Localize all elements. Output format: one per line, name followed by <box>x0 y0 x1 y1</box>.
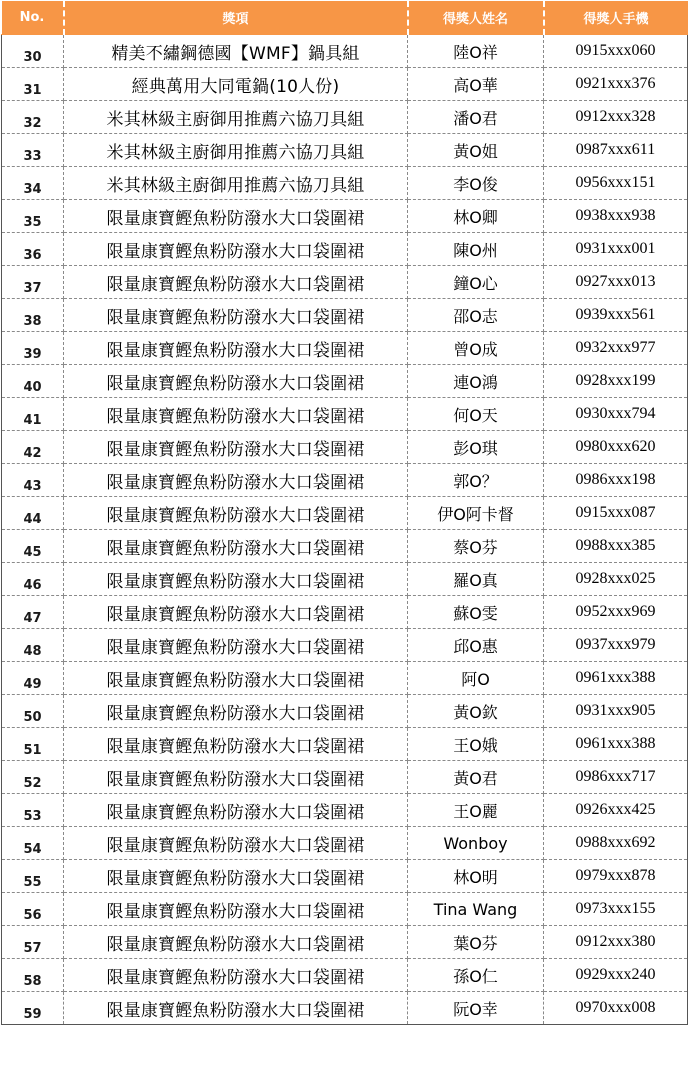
table-row <box>2 299 688 332</box>
table-row <box>2 431 688 464</box>
winner-phone: 0980xxx620 <box>544 431 688 464</box>
winner-name: 林O明 <box>408 860 544 893</box>
table-row <box>2 959 688 992</box>
winner-name: 陸O祥 <box>408 35 544 68</box>
table-row <box>2 662 688 695</box>
table-row <box>2 761 688 794</box>
table-header <box>2 1 688 35</box>
winner-phone: 0938xxx938 <box>544 200 688 233</box>
winner-phone: 0952xxx969 <box>544 596 688 629</box>
prize-name: 限量康寶鰹魚粉防潑水大口袋圍裙 <box>64 233 408 266</box>
winner-name: Tina Wang <box>408 893 544 926</box>
prize-name: 限量康寶鰹魚粉防潑水大口袋圍裙 <box>64 365 408 398</box>
table-row <box>2 860 688 893</box>
winner-phone: 0961xxx388 <box>544 728 688 761</box>
prize-name: 限量康寶鰹魚粉防潑水大口袋圍裙 <box>64 299 408 332</box>
winner-name: 陳O州 <box>408 233 544 266</box>
prize-name: 限量康寶鰹魚粉防潑水大口袋圍裙 <box>64 497 408 530</box>
header-winner-phone: 得獎人手機 <box>544 1 688 35</box>
winner-name: 郭O？ <box>408 464 544 497</box>
winner-name: 阿O <box>408 662 544 695</box>
winner-phone: 0970xxx008 <box>544 992 688 1025</box>
row-number: 42 <box>2 431 64 464</box>
row-number: 34 <box>2 167 64 200</box>
row-number: 35 <box>2 200 64 233</box>
table-row <box>2 332 688 365</box>
winner-name: 連O鴻 <box>408 365 544 398</box>
row-number: 51 <box>2 728 64 761</box>
row-number: 31 <box>2 68 64 101</box>
prize-name: 限量康寶鰹魚粉防潑水大口袋圍裙 <box>64 629 408 662</box>
winner-name: 高O華 <box>408 68 544 101</box>
winner-phone: 0988xxx692 <box>544 827 688 860</box>
row-number: 39 <box>2 332 64 365</box>
prize-name: 限量康寶鰹魚粉防潑水大口袋圍裙 <box>64 794 408 827</box>
row-number: 52 <box>2 761 64 794</box>
winner-name: 蘇O雯 <box>408 596 544 629</box>
row-number: 44 <box>2 497 64 530</box>
table-row <box>2 629 688 662</box>
table-row <box>2 167 688 200</box>
row-number: 38 <box>2 299 64 332</box>
winner-name: 林O卿 <box>408 200 544 233</box>
prize-name: 限量康寶鰹魚粉防潑水大口袋圍裙 <box>64 695 408 728</box>
winner-name: 伊O阿卡督 <box>408 497 544 530</box>
winner-phone: 0927xxx013 <box>544 266 688 299</box>
table-row <box>2 794 688 827</box>
table-row <box>2 398 688 431</box>
prize-name: 限量康寶鰹魚粉防潑水大口袋圍裙 <box>64 893 408 926</box>
prize-name: 限量康寶鰹魚粉防潑水大口袋圍裙 <box>64 200 408 233</box>
winner-name: 王O娥 <box>408 728 544 761</box>
table-body <box>2 35 688 1025</box>
row-number: 36 <box>2 233 64 266</box>
winner-name: 孫O仁 <box>408 959 544 992</box>
winner-name: 黃O君 <box>408 761 544 794</box>
table-row <box>2 596 688 629</box>
table-row <box>2 134 688 167</box>
winner-phone: 0930xxx794 <box>544 398 688 431</box>
winner-phone: 0912xxx380 <box>544 926 688 959</box>
winner-name: 鐘O心 <box>408 266 544 299</box>
row-number: 47 <box>2 596 64 629</box>
prize-name: 限量康寶鰹魚粉防潑水大口袋圍裙 <box>64 332 408 365</box>
winner-name: 何O天 <box>408 398 544 431</box>
row-number: 41 <box>2 398 64 431</box>
row-number: 55 <box>2 860 64 893</box>
prize-name: 限量康寶鰹魚粉防潑水大口袋圍裙 <box>64 728 408 761</box>
prize-name: 限量康寶鰹魚粉防潑水大口袋圍裙 <box>64 530 408 563</box>
row-number: 45 <box>2 530 64 563</box>
table-row <box>2 893 688 926</box>
winner-phone: 0973xxx155 <box>544 893 688 926</box>
winner-name: 葉O芬 <box>408 926 544 959</box>
row-number: 46 <box>2 563 64 596</box>
prize-name: 限量康寶鰹魚粉防潑水大口袋圍裙 <box>64 596 408 629</box>
table-row <box>2 530 688 563</box>
prize-name: 經典萬用大同電鍋(10人份) <box>64 68 408 101</box>
table-row <box>2 827 688 860</box>
prize-name: 限量康寶鰹魚粉防潑水大口袋圍裙 <box>64 761 408 794</box>
prize-name: 米其林級主廚御用推薦六協刀具組 <box>64 167 408 200</box>
winner-name: 邵O志 <box>408 299 544 332</box>
header-winner-name: 得獎人姓名 <box>408 1 544 35</box>
winner-phone: 0926xxx425 <box>544 794 688 827</box>
prize-name: 限量康寶鰹魚粉防潑水大口袋圍裙 <box>64 827 408 860</box>
row-number: 40 <box>2 365 64 398</box>
prize-name: 精美不繡鋼德國【WMF】鍋具組 <box>64 35 408 68</box>
prize-name: 限量康寶鰹魚粉防潑水大口袋圍裙 <box>64 959 408 992</box>
table-row <box>2 728 688 761</box>
winner-phone: 0937xxx979 <box>544 629 688 662</box>
row-number: 56 <box>2 893 64 926</box>
table-row <box>2 233 688 266</box>
winner-phone: 0986xxx198 <box>544 464 688 497</box>
winner-phone: 0931xxx905 <box>544 695 688 728</box>
winner-phone: 0987xxx611 <box>544 134 688 167</box>
row-number: 50 <box>2 695 64 728</box>
winner-name: 黃O欽 <box>408 695 544 728</box>
row-number: 59 <box>2 992 64 1025</box>
winner-phone: 0928xxx199 <box>544 365 688 398</box>
prize-name: 限量康寶鰹魚粉防潑水大口袋圍裙 <box>64 464 408 497</box>
table-row <box>2 200 688 233</box>
winner-phone: 0932xxx977 <box>544 332 688 365</box>
table-row <box>2 68 688 101</box>
row-number: 53 <box>2 794 64 827</box>
row-number: 57 <box>2 926 64 959</box>
winner-phone: 0912xxx328 <box>544 101 688 134</box>
winner-phone: 0928xxx025 <box>544 563 688 596</box>
table-row <box>2 101 688 134</box>
winner-phone: 0931xxx001 <box>544 233 688 266</box>
table-row <box>2 464 688 497</box>
row-number: 54 <box>2 827 64 860</box>
row-number: 30 <box>2 35 64 68</box>
prize-name: 限量康寶鰹魚粉防潑水大口袋圍裙 <box>64 992 408 1025</box>
prize-name: 限量康寶鰹魚粉防潑水大口袋圍裙 <box>64 860 408 893</box>
winner-name: Wonboy <box>408 827 544 860</box>
row-number: 49 <box>2 662 64 695</box>
row-number: 58 <box>2 959 64 992</box>
winner-phone: 0986xxx717 <box>544 761 688 794</box>
prize-name: 限量康寶鰹魚粉防潑水大口袋圍裙 <box>64 563 408 596</box>
winner-name: 潘O君 <box>408 101 544 134</box>
table-row <box>2 35 688 68</box>
row-number: 48 <box>2 629 64 662</box>
table-row <box>2 563 688 596</box>
winner-name: 李O俊 <box>408 167 544 200</box>
prize-name: 限量康寶鰹魚粉防潑水大口袋圍裙 <box>64 926 408 959</box>
prize-name: 限量康寶鰹魚粉防潑水大口袋圍裙 <box>64 431 408 464</box>
winner-name: 邱O惠 <box>408 629 544 662</box>
table-row <box>2 497 688 530</box>
prize-name: 限量康寶鰹魚粉防潑水大口袋圍裙 <box>64 266 408 299</box>
winner-phone: 0956xxx151 <box>544 167 688 200</box>
row-number: 32 <box>2 101 64 134</box>
winner-name: 黃O姐 <box>408 134 544 167</box>
winner-name: 蔡O芬 <box>408 530 544 563</box>
header-row <box>2 1 688 35</box>
winner-phone: 0921xxx376 <box>544 68 688 101</box>
winner-name: 彭O琪 <box>408 431 544 464</box>
prize-name: 米其林級主廚御用推薦六協刀具組 <box>64 134 408 167</box>
winners-table <box>1 1 688 1025</box>
winner-name: 阮O幸 <box>408 992 544 1025</box>
winner-phone: 0939xxx561 <box>544 299 688 332</box>
winner-name: 王O麗 <box>408 794 544 827</box>
row-number: 33 <box>2 134 64 167</box>
winner-phone: 0915xxx087 <box>544 497 688 530</box>
winner-phone: 0929xxx240 <box>544 959 688 992</box>
winner-name: 曾O成 <box>408 332 544 365</box>
table-row <box>2 695 688 728</box>
winner-phone: 0961xxx388 <box>544 662 688 695</box>
header-no: No. <box>2 1 64 35</box>
row-number: 43 <box>2 464 64 497</box>
winner-name: 羅O真 <box>408 563 544 596</box>
prize-name: 限量康寶鰹魚粉防潑水大口袋圍裙 <box>64 398 408 431</box>
winner-phone: 0988xxx385 <box>544 530 688 563</box>
prize-name: 限量康寶鰹魚粉防潑水大口袋圍裙 <box>64 662 408 695</box>
winner-phone: 0915xxx060 <box>544 35 688 68</box>
table-row <box>2 365 688 398</box>
header-prize: 獎項 <box>64 1 408 35</box>
winner-phone: 0979xxx878 <box>544 860 688 893</box>
table-row <box>2 992 688 1025</box>
table-row <box>2 266 688 299</box>
table-row <box>2 926 688 959</box>
prize-name: 米其林級主廚御用推薦六協刀具組 <box>64 101 408 134</box>
row-number: 37 <box>2 266 64 299</box>
